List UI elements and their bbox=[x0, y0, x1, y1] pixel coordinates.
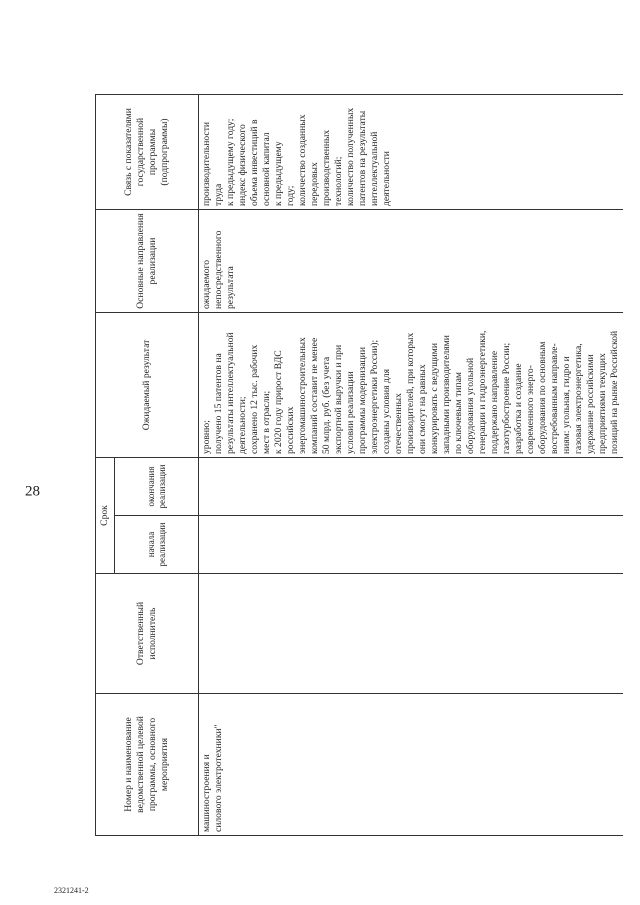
header-row bbox=[96, 95, 115, 836]
header-term: Срок bbox=[96, 458, 115, 574]
header-start: начала реализации bbox=[115, 516, 199, 574]
page-number: 28 bbox=[25, 483, 40, 500]
table-row bbox=[199, 95, 624, 836]
document-code: 2321241-2 bbox=[54, 886, 89, 895]
header-expected-result: Ожидаемый результат bbox=[96, 313, 199, 458]
cell-indicator-link: производительности труда к предыдущему году; индекс физического объема инвестиций в основной капитал к предыдущему году; количество созданных передовых производственных технологий; количество полученных патентов на результаты интеллектуальной деятельности bbox=[199, 95, 624, 210]
rotated-page bbox=[25, 88, 620, 895]
cell-start bbox=[199, 516, 624, 574]
cell-executor bbox=[199, 574, 624, 694]
header-indicator-link: Связь с показателями государственной программы (подпрограммы) bbox=[96, 95, 199, 210]
cell-program-name: машиностроения и силового электротехники" bbox=[199, 694, 624, 836]
cell-main-directions: ожидаемого непосредственного результата bbox=[199, 210, 624, 313]
header-executor: Ответственный исполнитель bbox=[96, 574, 199, 694]
cell-end bbox=[199, 458, 624, 516]
header-end: окончания реализации bbox=[115, 458, 199, 516]
cell-expected-result: уровню; получено 15 патентов на результаты интеллектуальной деятельности; сохранено 12 тыс. рабочих мест в отрасли; к 2020 году прирост ВДС российских энергомашиностроительных компаний составит не менее 50 млрд. руб. (без учета экспортной выручки и при условии реализации программы модернизации электроэнергетики России); созданы условия для отечественных производителей, при которых они смогут на равных конкурировать с ведущими западными производителями по ключевым типам оборудования угольной генерации и гидроэнергетики, поддержано направление газотурбостроение России; разработка и создание современного энерго- оборудования по основным востребованным направле- ниям: угольная, гидро и газовая электроэнергетика, удержание российскими предприятиями текущих позиций на рынке Российской bbox=[199, 313, 624, 458]
header-main-directions: Основные направления реализации bbox=[96, 210, 199, 313]
program-table bbox=[95, 94, 623, 836]
header-program-name: Номер и наименование ведомственной целевой программы, основного мероприятия bbox=[96, 694, 199, 836]
